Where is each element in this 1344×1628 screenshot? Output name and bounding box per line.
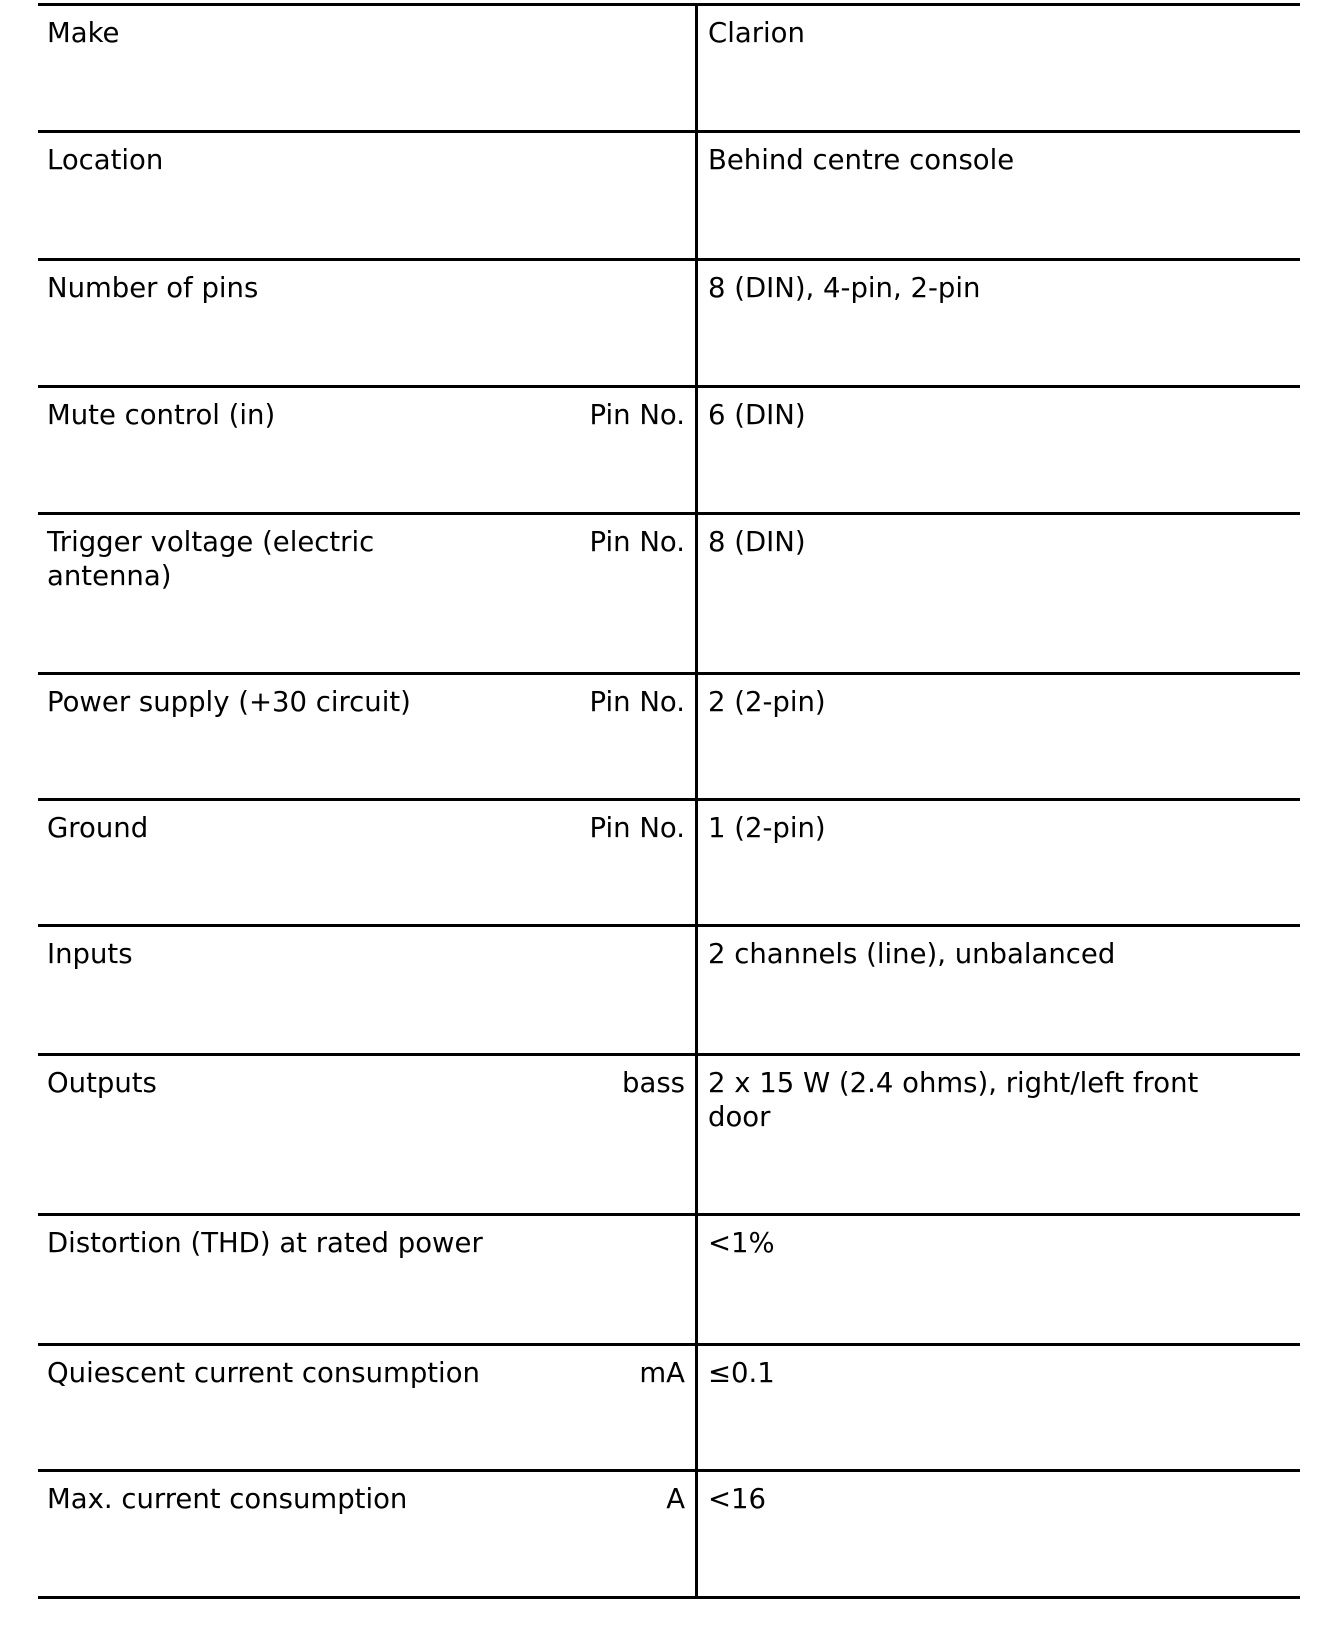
- table-row: [38, 1216, 1300, 1346]
- row-value: 2 (2-pin): [708, 686, 826, 718]
- value-cell: [698, 388, 1300, 512]
- row-label: Location: [47, 144, 164, 176]
- row-value: 2 x 15 W (2.4 ohms), right/left front door: [708, 1067, 1199, 1133]
- value-cell: [698, 133, 1300, 258]
- table-row: [38, 1472, 1300, 1599]
- row-label: Mute control (in): [47, 399, 276, 431]
- label-cell: [38, 1472, 698, 1596]
- value-cell: [698, 6, 1300, 130]
- row-unit: Pin No.: [589, 399, 685, 431]
- row-label: Number of pins: [47, 272, 259, 304]
- value-cell: [698, 261, 1300, 385]
- row-value: <1%: [708, 1227, 775, 1259]
- label-cell: [38, 261, 698, 385]
- row-value: 8 (DIN), 4-pin, 2-pin: [708, 272, 981, 304]
- table-row: [38, 261, 1300, 388]
- label-cell: [38, 133, 698, 258]
- row-value: 1 (2-pin): [708, 812, 826, 844]
- row-value: <16: [708, 1483, 767, 1515]
- label-cell: [38, 1056, 698, 1213]
- table-row: [38, 6, 1300, 133]
- row-label: Ground: [47, 812, 149, 844]
- row-unit: Pin No.: [589, 812, 685, 844]
- spec-table: [38, 3, 1300, 1599]
- row-label: Quiescent current consumption: [47, 1357, 480, 1389]
- row-value: 8 (DIN): [708, 526, 806, 558]
- row-label: Trigger voltage (electric antenna): [47, 526, 375, 592]
- table-row: [38, 1056, 1300, 1216]
- row-unit: Pin No.: [589, 526, 685, 558]
- row-value: ≤0.1: [708, 1357, 775, 1389]
- value-cell: [698, 675, 1300, 798]
- row-value: 2 channels (line), unbalanced: [708, 938, 1116, 970]
- table-row: [38, 675, 1300, 801]
- label-cell: [38, 515, 698, 672]
- value-cell: [698, 801, 1300, 924]
- value-cell: [698, 927, 1300, 1053]
- row-value: Clarion: [708, 17, 805, 49]
- label-cell: [38, 1346, 698, 1469]
- label-cell: [38, 927, 698, 1053]
- row-label: Inputs: [47, 938, 133, 970]
- label-cell: [38, 6, 698, 130]
- value-cell: [698, 515, 1300, 672]
- row-unit: Pin No.: [589, 686, 685, 718]
- value-cell: [698, 1216, 1300, 1343]
- table-row: [38, 1346, 1300, 1472]
- label-cell: [38, 388, 698, 512]
- row-value: 6 (DIN): [708, 399, 806, 431]
- table-row: [38, 133, 1300, 261]
- table-row: [38, 801, 1300, 927]
- row-value: Behind centre console: [708, 144, 1015, 176]
- value-cell: [698, 1346, 1300, 1469]
- row-label: Make: [47, 17, 120, 49]
- row-unit: A: [666, 1483, 685, 1515]
- row-label: Max. current consumption: [47, 1483, 408, 1515]
- row-unit: bass: [622, 1067, 685, 1099]
- row-label: Power supply (+30 circuit): [47, 686, 411, 718]
- row-unit: mA: [639, 1357, 685, 1389]
- value-cell: [698, 1472, 1300, 1596]
- table-row: [38, 927, 1300, 1056]
- value-cell: [698, 1056, 1300, 1213]
- label-cell: [38, 801, 698, 924]
- label-cell: [38, 675, 698, 798]
- table-row: [38, 388, 1300, 515]
- row-label: Outputs: [47, 1067, 157, 1099]
- row-label: Distortion (THD) at rated power: [47, 1227, 483, 1259]
- label-cell: [38, 1216, 698, 1343]
- table-row: [38, 515, 1300, 675]
